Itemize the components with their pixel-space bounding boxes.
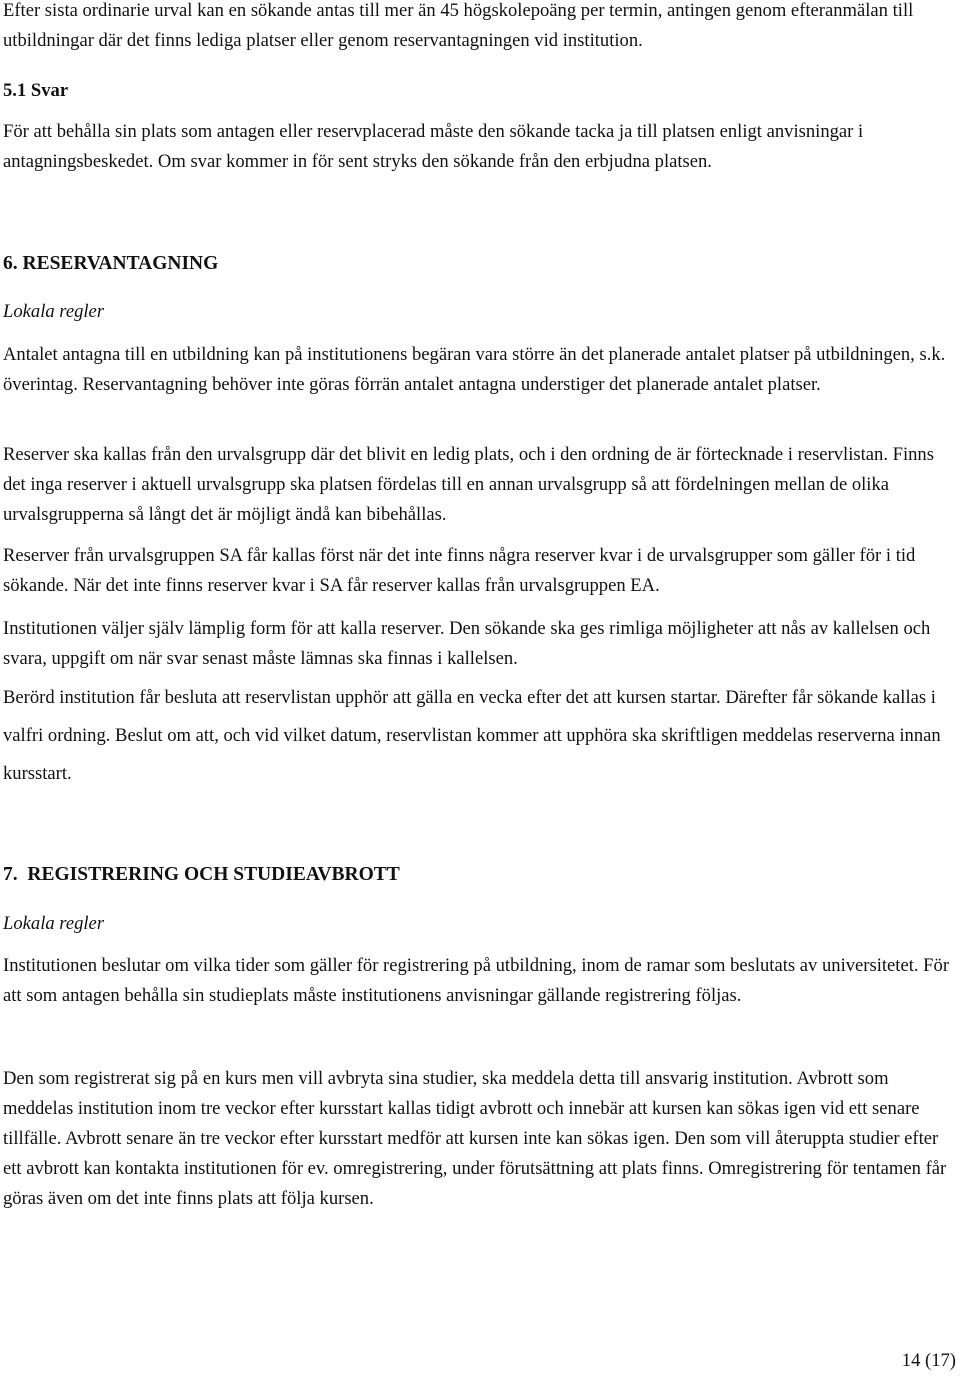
section-5-1-paragraph: För att behålla sin plats som antagen eller reservplacerad måste den sökande tacka ja till platsen enligt anvisningar i antagningsbeskedet. Om svar kommer in för sent stryks den sökande från den erbjudna platsen. — [3, 121, 864, 172]
section-6-paragraph: Berörd institution får besluta att reservlistan upphör att gälla en vecka efter det att kursen startar. Därefter får sökande kallas i valfri ordning. Beslut om att, och vid vilket datum, reservlistan kommer att upphöra ska skriftligen meddelas reserverna innan kursstart. — [3, 687, 941, 784]
section-6-heading: 6. RESERVANTAGNING — [3, 253, 219, 274]
page-number: 14 (17) — [901, 1350, 956, 1371]
section-6-paragraph: Reserver från urvalsgruppen SA får kallas först när det inte finns några reserver kvar i de urvalsgrupper som gäller för i tid sökande. När det inte finns reserver kvar i SA får reserver kallas från urvalsgruppen EA. — [3, 545, 916, 596]
section-7-heading: 7. REGISTRERING OCH STUDIEAVBROTT — [3, 864, 400, 885]
section-7-subheading: Lokala regler — [3, 913, 105, 934]
section-7-paragraph: Den som registrerat sig på en kurs men vill avbryta sina studier, ska meddela detta till ansvarig institution. Avbrott som meddelas institution inom tre veckor efter kursstart kallas tidigt avbrott och innebär att kursen kan sökas igen vid ett senare tillfälle. Avbrott senare än tre veckor efter kursstart medför att kursen inte kan sökas igen. Den som vill återuppta studier efter ett avbrott kan kontakta institutionen för ev. omregistrering, under förutsättning att plats finns. Omregistrering för tentamen får göras även om det inte finns plats att följa kursen. — [3, 1068, 947, 1209]
section-5-1-heading: 5.1 Svar — [3, 80, 69, 101]
section-6-paragraph: Institutionen väljer själv lämplig form för att kalla reserver. Den sökande ska ges rimliga möjligheter att nås av kallelsen och svara, uppgift om när svar senast måste lämnas ska finnas i kallelsen. — [3, 618, 931, 669]
section-6-paragraph: Reserver ska kallas från den urvalsgrupp där det blivit en ledig plats, och i den ordning de är förtecknade i reservlistan. Finns det inga reserver i aktuell urvalsgrupp ska platsen fördelas till en annan urvalsgrupp så att fördelningen mellan de olika urvalsgrupperna så långt det är möjligt ändå kan bibehållas. — [3, 444, 934, 525]
section-7-paragraph: Institutionen beslutar om vilka tider som gäller för registrering på utbildning, inom de ramar som beslutats av universitetet. För att som antagen behålla sin studieplats måste institutionens anvisningar gällande registrering följas. — [3, 955, 950, 1006]
intro-paragraph: Efter sista ordinarie urval kan en sökande antas till mer än 45 högskolepoäng per termin, antingen genom efteranmälan till utbildningar där det finns lediga platser eller genom reservantagningen vid institution. — [3, 0, 914, 51]
section-6-subheading: Lokala regler — [3, 301, 105, 322]
section-6-paragraph: Antalet antagna till en utbildning kan på institutionens begäran vara större än det planerade antalet platser på utbildningen, s.k. överintag. Reservantagning behöver inte göras förrän antalet antagna understiger det planerade antalet platser. — [3, 344, 946, 395]
